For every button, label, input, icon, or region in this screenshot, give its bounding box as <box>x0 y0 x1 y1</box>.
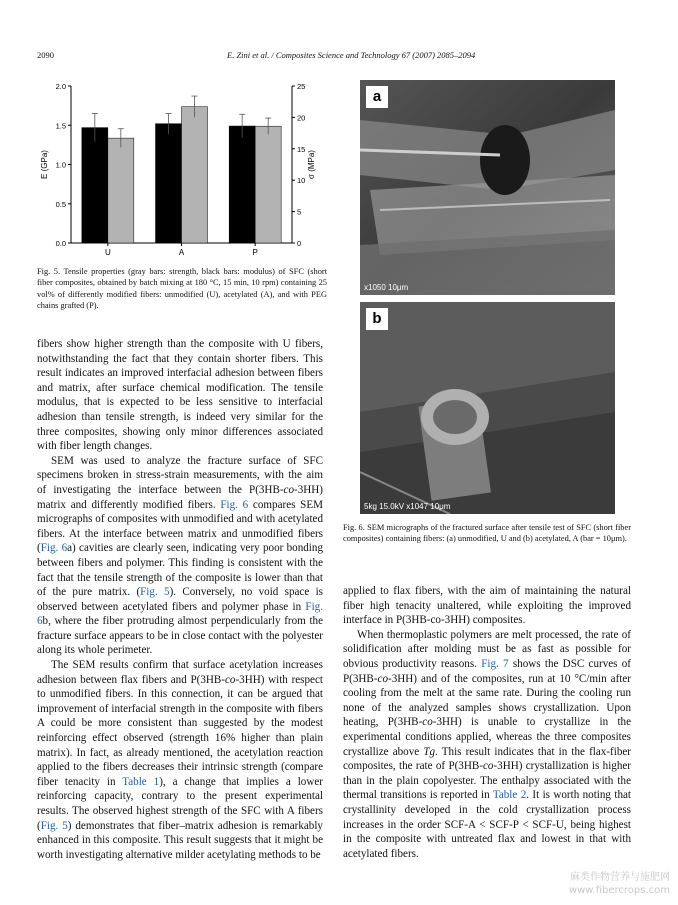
figure-link[interactable]: Fig. 7 <box>481 657 509 670</box>
bar <box>229 126 255 243</box>
sem-micrograph-a <box>360 80 615 295</box>
page-number: 2090 <box>37 50 54 60</box>
y-tick-label-left: 0.0 <box>55 239 66 248</box>
fig5-caption: Fig. 5. Tensile properties (gray bars: strength, black bars: modulus) of SFC (short fiber composites, obtained by batch mixing at 180 °C, 15 min, 10 rpm) containing 25 vol% of differently modified fibers: unmodified (U), acetylated (A), and with PEG chains grafted (P). <box>37 267 327 311</box>
figure-link[interactable]: Fig. 5 <box>40 819 68 832</box>
y-tick-label-right: 5 <box>297 207 302 217</box>
y-tick-label-right: 25 <box>297 82 306 91</box>
panel-label-a: a <box>366 86 388 108</box>
x-tick-label: U <box>104 248 111 257</box>
bar <box>82 128 108 243</box>
sem-micrograph-b <box>360 302 615 514</box>
y-tick-label-left: 0.5 <box>55 199 66 209</box>
fig5-chart <box>37 78 327 258</box>
x-tick-label: P <box>252 248 258 257</box>
sem-image-a <box>360 80 615 295</box>
y-tick-label-right: 10 <box>297 176 306 186</box>
x-tick-label: A <box>178 248 185 257</box>
bar <box>255 126 281 243</box>
paragraph: The SEM results confirm that surface acetylation increases adhesion between flax fibers and P(3HB-co-3HH) with respect to unmodified fibers. In this connection, it can be argued that improvement of interfacial strength in the composite with fibers A could be more consistent than suggested by the modest reinforcing effect observed (strength 16% higher than plain matrix). In fact, as already mentioned, the acetylation reaction applied to the fibers decreases their intrinsic strength (compare fiber tenacity in Table 1), a change that implies a lower reinforcing capacity, contrary to the present experimental results. The observed highest strength of the SFC with A fibers (Fig. 5) demonstrates that fiber–matrix adhesion is remarkably enhanced in this composite. This result suggests that it might be worth investigating alternative milder acetylating methods to be <box>37 659 323 861</box>
y-axis-label-right: σ (MPa) <box>307 150 316 179</box>
paragraph: When thermoplastic polymers are melt processed, the rate of solidification after molding must be as fast as possible for obvious productivity reasons. Fig. 7 shows the DSC curves of P(3HB-co-3HH) and of the composites, run at 10 °C/min after cooling from the melt at the same rate. During the cooling run none of the analyzed samples shows crystallization. Upon heating, P(3HB-co-3HH) is unable to crystallize in the experimental conditions applied, whereas the three composites crystallize above Tg. This result indicates that in the flax-fiber composites, the rate of P(3HB-co-3HH) crystallization is higher than in the plain copolyester. The enthalpy associated with the thermal transitions is reported in Table 2. It is worth noting that crystallinity developed in the cold crystallization process increases in the order SCF-A < SCF-P < SCF-U, being highest in the composite with untreated flax and lowest in that with acetylated fibers. <box>343 628 631 860</box>
panel-label-b: b <box>366 308 388 330</box>
paragraph: fibers show higher strength than the composite with U fibers, notwithstanding the fact that they contain shorter fibers. This result indicates an improved interfacial adhesion between fibers and matrix, after surface chemical modification. The tensile modulus, that is expected to be less sensitive to interfacial adhesion than tensile strength, is indeed very similar for the three composites, showing only minor differences associated with fiber length changes. <box>37 338 323 453</box>
table-link[interactable]: Table 2 <box>492 789 527 802</box>
bar <box>108 138 134 243</box>
running-title: E. Zini et al. / Composites Science and Technology 67 (2007) 2085–2094 <box>227 50 476 60</box>
body-column-left <box>37 337 323 862</box>
y-tick-label-left: 2.0 <box>55 82 66 91</box>
figure-link[interactable]: Fig. 6 <box>220 498 249 511</box>
y-tick-label-right: 0 <box>297 239 302 248</box>
y-tick-label-left: 1.5 <box>55 121 66 131</box>
body-column-right <box>343 584 631 861</box>
scale-bar-b: 5kg 15.0kV x1047 10μm <box>364 502 451 511</box>
bar <box>156 124 182 243</box>
table-link[interactable]: Table 1 <box>122 775 160 788</box>
paragraph: applied to flax fibers, with the aim of maintaining the natural fiber high tenacity unaltered, while exploiting the improved interface in P(3HB-co-3HH) composites. <box>343 585 631 627</box>
figure-link[interactable]: Fig. 6 <box>40 542 68 555</box>
figure-link[interactable]: Fig. 6 <box>37 600 323 628</box>
figure-link[interactable]: Fig. 5 <box>140 586 170 599</box>
fig5-bar-chart <box>37 78 327 258</box>
scale-bar-a: x1050 10μm <box>364 283 409 292</box>
y-tick-label-right: 15 <box>297 144 306 154</box>
fig6-caption: Fig. 6. SEM micrographs of the fractured surface after tensile test of SFC (short fiber composites) containing fibers: (a) unmodified, U and (b) acetylated, A (bar = 10μm). <box>343 523 631 544</box>
y-axis-label-left: E (GPa) <box>40 150 49 179</box>
watermark: 麻类作物营养与施肥网 www.fibercrops.com <box>568 872 670 896</box>
y-tick-label-right: 20 <box>297 113 306 123</box>
sem-image-b <box>360 302 615 514</box>
bar <box>182 107 208 243</box>
paragraph: SEM was used to analyze the fracture surface of SFC specimens broken in stress-strain measurements, with the aim of investigating the interface between the P(3HB-co-3HH) matrix and differently modified fibers. Fig. 6 compares SEM micrographs of composites with unmodified and with acetylated fibers. At the interface between matrix and unmodified fibers (Fig. 6a) cavities are clearly seen, indicating very poor bonding between fibers and polymer. This finding is consistent with the fact that the tensile strength of the composite is lower than that of the pure matrix. (Fig. 5). Conversely, no void space is observed between acetylated fibers and polymer phase in Fig. 6b, where the fiber protruding almost perpendicularly from the fracture surface appears to be in close contact with the polyester along its whole perimeter. <box>37 454 323 657</box>
y-tick-label-left: 1.0 <box>55 160 66 170</box>
